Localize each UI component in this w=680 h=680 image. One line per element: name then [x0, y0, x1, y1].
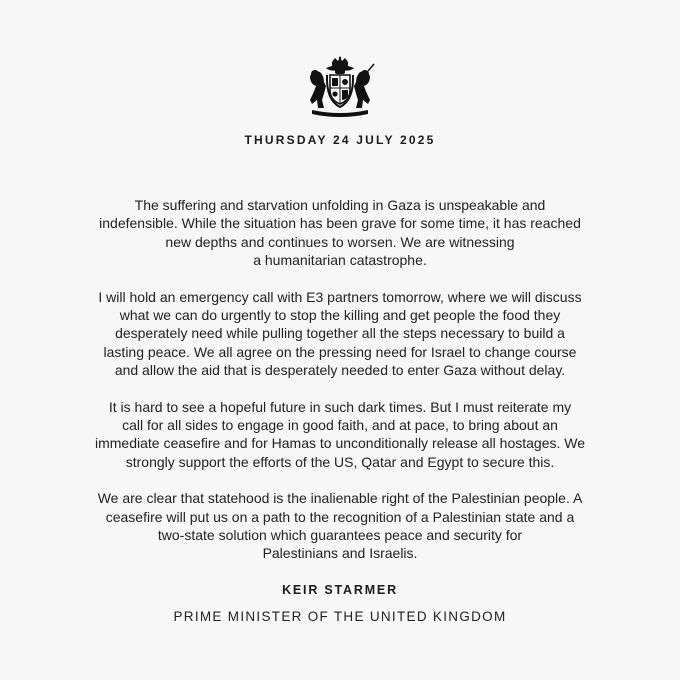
text-line: strongly support the efforts of the US, Qatar and Egypt to secure this.	[125, 453, 555, 470]
text-line: and allow the aid that is desperately needed to enter Gaza without delay.	[114, 361, 566, 378]
statement-body	[50, 196, 630, 581]
text-line: new depths and continues to worsen. We are witnessing	[165, 233, 515, 250]
signatory-name: KEIR STARMER	[282, 583, 398, 597]
text-line: indefensible. While the situation has been grave for some time, it has reached	[99, 215, 581, 232]
text-line: I will hold an emergency call with E3 partners tomorrow, where we will discuss	[98, 288, 582, 305]
royal-coat-of-arms-icon	[302, 56, 378, 120]
text-line: ceasefire will put us on a path to the recognition of a Palestinian state and a	[105, 508, 575, 525]
text-line: two-state solution which guarantees peace and security for	[157, 526, 523, 543]
statement-date: THURSDAY 24 JULY 2025	[244, 133, 436, 147]
text-line: It is hard to see a hopeful future in such dark times. But I must reiterate my	[108, 398, 572, 415]
signatory-title: PRIME MINISTER OF THE UNITED KINGDOM	[173, 609, 507, 624]
paragraph-4	[50, 489, 630, 562]
text-line: a humanitarian catastrophe.	[253, 251, 427, 268]
text-line: desperately need while pulling together all the steps necessary to build a	[115, 325, 565, 342]
text-line: The suffering and starvation unfolding in Gaza is unspeakable and	[134, 197, 546, 213]
text-line: what we can do urgently to stop the killing and get people the food they	[119, 306, 561, 323]
text-line: call for all sides to engage in good faith, and at pace, to bring about an	[122, 416, 558, 433]
paragraph-3	[50, 398, 630, 471]
paragraph-2	[50, 288, 630, 379]
text-line: lasting peace. We all agree on the pressing need for Israel to change course	[103, 343, 577, 360]
text-line: We are clear that statehood is the inalienable right of the Palestinian people. A	[97, 490, 583, 507]
text-line: Palestinians and Israelis.	[262, 545, 418, 562]
text-line: immediate ceasefire and for Hamas to unconditionally release all hostages. We	[95, 435, 585, 452]
paragraph-1	[50, 196, 630, 269]
